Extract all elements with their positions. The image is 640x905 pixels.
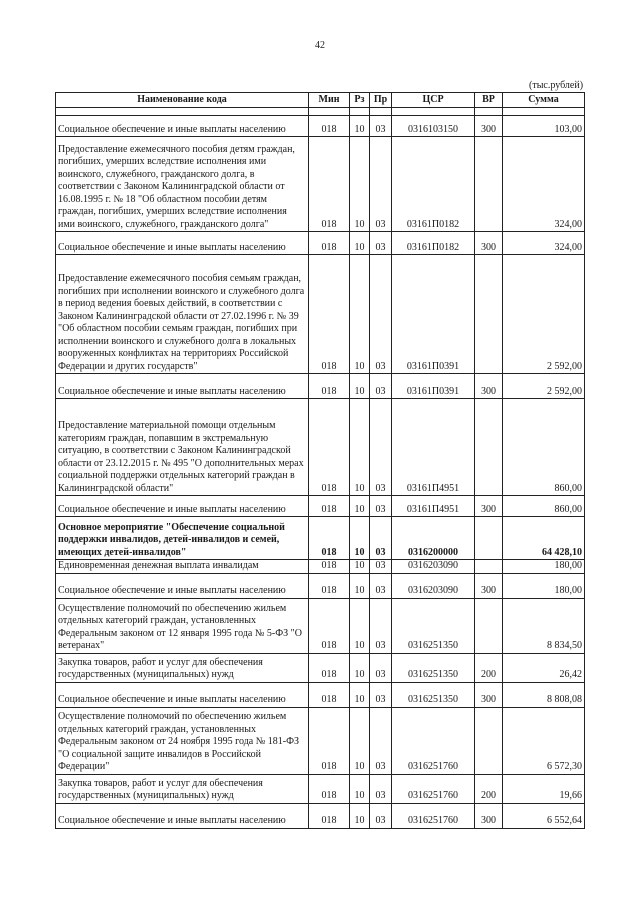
cell-sum: 2 592,00 [503, 255, 585, 374]
cell-name: Основное мероприятие "Обеспечение социальной поддержки инвалидов, детей-инвалидов и семей, имеющих детей-инвалидов" [56, 517, 309, 560]
page-number: 42 [315, 40, 325, 51]
cell-min: 018 [309, 682, 350, 707]
cell-rz: 10 [350, 560, 370, 574]
cell-name: Осуществление полномочий по обеспечению жильем отдельных категорий граждан, установленных Федеральным законом от 24 ноября 1995 года № 181-ФЗ "О социальной защите инвалидов в Российской Федерации" [56, 707, 309, 774]
cell-name: Закупка товаров, работ и услуг для обеспечения государственных (муниципальных) нужд [56, 774, 309, 803]
header-name: Наименование кода [56, 93, 309, 108]
table-row [56, 707, 585, 774]
cell-sum: 8 834,50 [503, 598, 585, 653]
cell-name: Социальное обеспечение и иные выплаты населению [56, 116, 309, 137]
cell-sum: 26,42 [503, 653, 585, 682]
cell-name: Предоставление ежемесячного пособия детям граждан, погибших, умерших вследствие исполнения ими воинского, служебного, гражданского долга, в соответствии с Законом Калининградской области от 16.08.1995 г. № 18 "Об областном пособии детям граждан, погибших, умерших вследствие исполнения ими воинского, служебного, гражданского долга" [56, 137, 309, 232]
cell-min: 018 [309, 803, 350, 828]
cell-sum: 180,00 [503, 560, 585, 574]
cell-min: 018 [309, 560, 350, 574]
cell-pr: 03 [370, 496, 392, 517]
cell-min: 018 [309, 653, 350, 682]
cell-sum: 19,66 [503, 774, 585, 803]
cell-csr: 0316251760 [392, 707, 475, 774]
cell-rz: 10 [350, 137, 370, 232]
cell-name: Социальное обеспечение и иные выплаты населению [56, 682, 309, 707]
cell-name: Социальное обеспечение и иные выплаты населению [56, 496, 309, 517]
cell-rz: 10 [350, 255, 370, 374]
table-row [56, 573, 585, 598]
cell-vr: 300 [475, 496, 503, 517]
cell-csr: 0316251760 [392, 774, 475, 803]
cell-rz: 10 [350, 116, 370, 137]
cell-vr: 300 [475, 116, 503, 137]
cell-vr: 300 [475, 573, 503, 598]
cell-pr: 03 [370, 116, 392, 137]
cell-name: Социальное обеспечение и иные выплаты населению [56, 232, 309, 255]
cell-rz: 10 [350, 374, 370, 399]
cell-csr: 0316251350 [392, 682, 475, 707]
cell-csr: 0316251760 [392, 803, 475, 828]
header-vr: ВР [475, 93, 503, 108]
header-csr: ЦСР [392, 93, 475, 108]
cell-pr: 03 [370, 682, 392, 707]
table-spacer-row [56, 108, 585, 116]
cell-name: Осуществление полномочий по обеспечению жильем отдельных категорий граждан, установленных Федеральным законом от 12 января 1995 года № 5-ФЗ "О ветеранах" [56, 598, 309, 653]
cell-rz: 10 [350, 803, 370, 828]
cell-rz: 10 [350, 653, 370, 682]
cell-rz: 10 [350, 682, 370, 707]
cell-rz: 10 [350, 707, 370, 774]
cell-sum: 860,00 [503, 496, 585, 517]
cell-min: 018 [309, 374, 350, 399]
cell-csr: 0316203090 [392, 560, 475, 574]
cell-name: Предоставление ежемесячного пособия семьям граждан, погибших при исполнении воинского и служебного долга в период ведения боевых действий, в соответствии с Законом Калининградской области от 27.02.1996 г. № 39 "Об областном пособии семьям граждан, погибших при исполнении воинского и служебного долга в локальных вооруженных конфликтах на территориях Российской Федерации и других государств" [56, 255, 309, 374]
cell-min: 018 [309, 232, 350, 255]
cell-csr: 03161П0391 [392, 255, 475, 374]
cell-sum: 2 592,00 [503, 374, 585, 399]
table-row [56, 232, 585, 255]
cell-min: 018 [309, 137, 350, 232]
units-label: (тыс.рублей) [529, 80, 584, 91]
table-row [56, 598, 585, 653]
table-row [56, 774, 585, 803]
table-row [56, 682, 585, 707]
header-rz: Рз [350, 93, 370, 108]
cell-vr: 300 [475, 374, 503, 399]
cell-csr: 0316203090 [392, 573, 475, 598]
cell-csr: 03161П0182 [392, 137, 475, 232]
cell-pr: 03 [370, 232, 392, 255]
cell-pr: 03 [370, 803, 392, 828]
cell-rz: 10 [350, 496, 370, 517]
cell-vr: 300 [475, 803, 503, 828]
cell-rz: 10 [350, 598, 370, 653]
cell-rz: 10 [350, 774, 370, 803]
cell-rz: 10 [350, 399, 370, 496]
cell-pr: 03 [370, 573, 392, 598]
cell-vr: 300 [475, 232, 503, 255]
cell-min: 018 [309, 517, 350, 560]
table-row [56, 374, 585, 399]
cell-vr [475, 399, 503, 496]
cell-csr: 03161П0391 [392, 374, 475, 399]
cell-sum: 324,00 [503, 232, 585, 255]
cell-sum: 860,00 [503, 399, 585, 496]
cell-pr: 03 [370, 653, 392, 682]
cell-pr: 03 [370, 137, 392, 232]
cell-vr: 200 [475, 774, 503, 803]
cell-csr: 0316251350 [392, 598, 475, 653]
cell-vr [475, 255, 503, 374]
cell-sum: 6 572,30 [503, 707, 585, 774]
cell-name: Социальное обеспечение и иные выплаты населению [56, 573, 309, 598]
cell-pr: 03 [370, 774, 392, 803]
table-row [56, 399, 585, 496]
cell-vr [475, 598, 503, 653]
cell-sum: 64 428,10 [503, 517, 585, 560]
table-row [56, 653, 585, 682]
cell-vr [475, 707, 503, 774]
cell-csr: 03161П4951 [392, 496, 475, 517]
cell-min: 018 [309, 116, 350, 137]
cell-vr: 200 [475, 653, 503, 682]
cell-min: 018 [309, 774, 350, 803]
table-row [56, 517, 585, 560]
cell-sum: 324,00 [503, 137, 585, 232]
cell-csr: 0316251350 [392, 653, 475, 682]
cell-sum: 103,00 [503, 116, 585, 137]
cell-sum: 8 808,08 [503, 682, 585, 707]
cell-pr: 03 [370, 598, 392, 653]
cell-vr: 300 [475, 682, 503, 707]
cell-csr: 03161П0182 [392, 232, 475, 255]
cell-sum: 6 552,64 [503, 803, 585, 828]
cell-csr: 0316103150 [392, 116, 475, 137]
budget-table [55, 92, 585, 829]
cell-min: 018 [309, 496, 350, 517]
header-pr: Пр [370, 93, 392, 108]
cell-name: Социальное обеспечение и иные выплаты населению [56, 374, 309, 399]
cell-min: 018 [309, 707, 350, 774]
cell-pr: 03 [370, 560, 392, 574]
table-body [56, 108, 585, 829]
cell-rz: 10 [350, 232, 370, 255]
cell-rz: 10 [350, 517, 370, 560]
cell-csr: 0316200000 [392, 517, 475, 560]
cell-pr: 03 [370, 374, 392, 399]
cell-pr: 03 [370, 255, 392, 374]
cell-min: 018 [309, 255, 350, 374]
cell-min: 018 [309, 598, 350, 653]
table-row [56, 116, 585, 137]
table-header-row [56, 93, 585, 108]
cell-name: Предоставление материальной помощи отдельным категориям граждан, попавшим в экстремальную ситуацию, в соответствии с Законом Калининградской области от 23.12.2015 г. № 495 "О дополнительных мерах социальной поддержки отдельных категорий граждан в Калининградской области" [56, 399, 309, 496]
cell-name: Единовременная денежная выплата инвалидам [56, 560, 309, 574]
cell-pr: 03 [370, 517, 392, 560]
table-row [56, 255, 585, 374]
header-min: Мин [309, 93, 350, 108]
table-row [56, 137, 585, 232]
table-row [56, 496, 585, 517]
table-row [56, 560, 585, 574]
cell-rz: 10 [350, 573, 370, 598]
table-row [56, 803, 585, 828]
cell-pr: 03 [370, 707, 392, 774]
cell-vr [475, 560, 503, 574]
cell-min: 018 [309, 399, 350, 496]
cell-sum: 180,00 [503, 573, 585, 598]
cell-pr: 03 [370, 399, 392, 496]
cell-name: Закупка товаров, работ и услуг для обеспечения государственных (муниципальных) нужд [56, 653, 309, 682]
cell-vr [475, 517, 503, 560]
cell-vr [475, 137, 503, 232]
cell-csr: 03161П4951 [392, 399, 475, 496]
cell-name: Социальное обеспечение и иные выплаты населению [56, 803, 309, 828]
cell-min: 018 [309, 573, 350, 598]
header-sum: Сумма [503, 93, 585, 108]
